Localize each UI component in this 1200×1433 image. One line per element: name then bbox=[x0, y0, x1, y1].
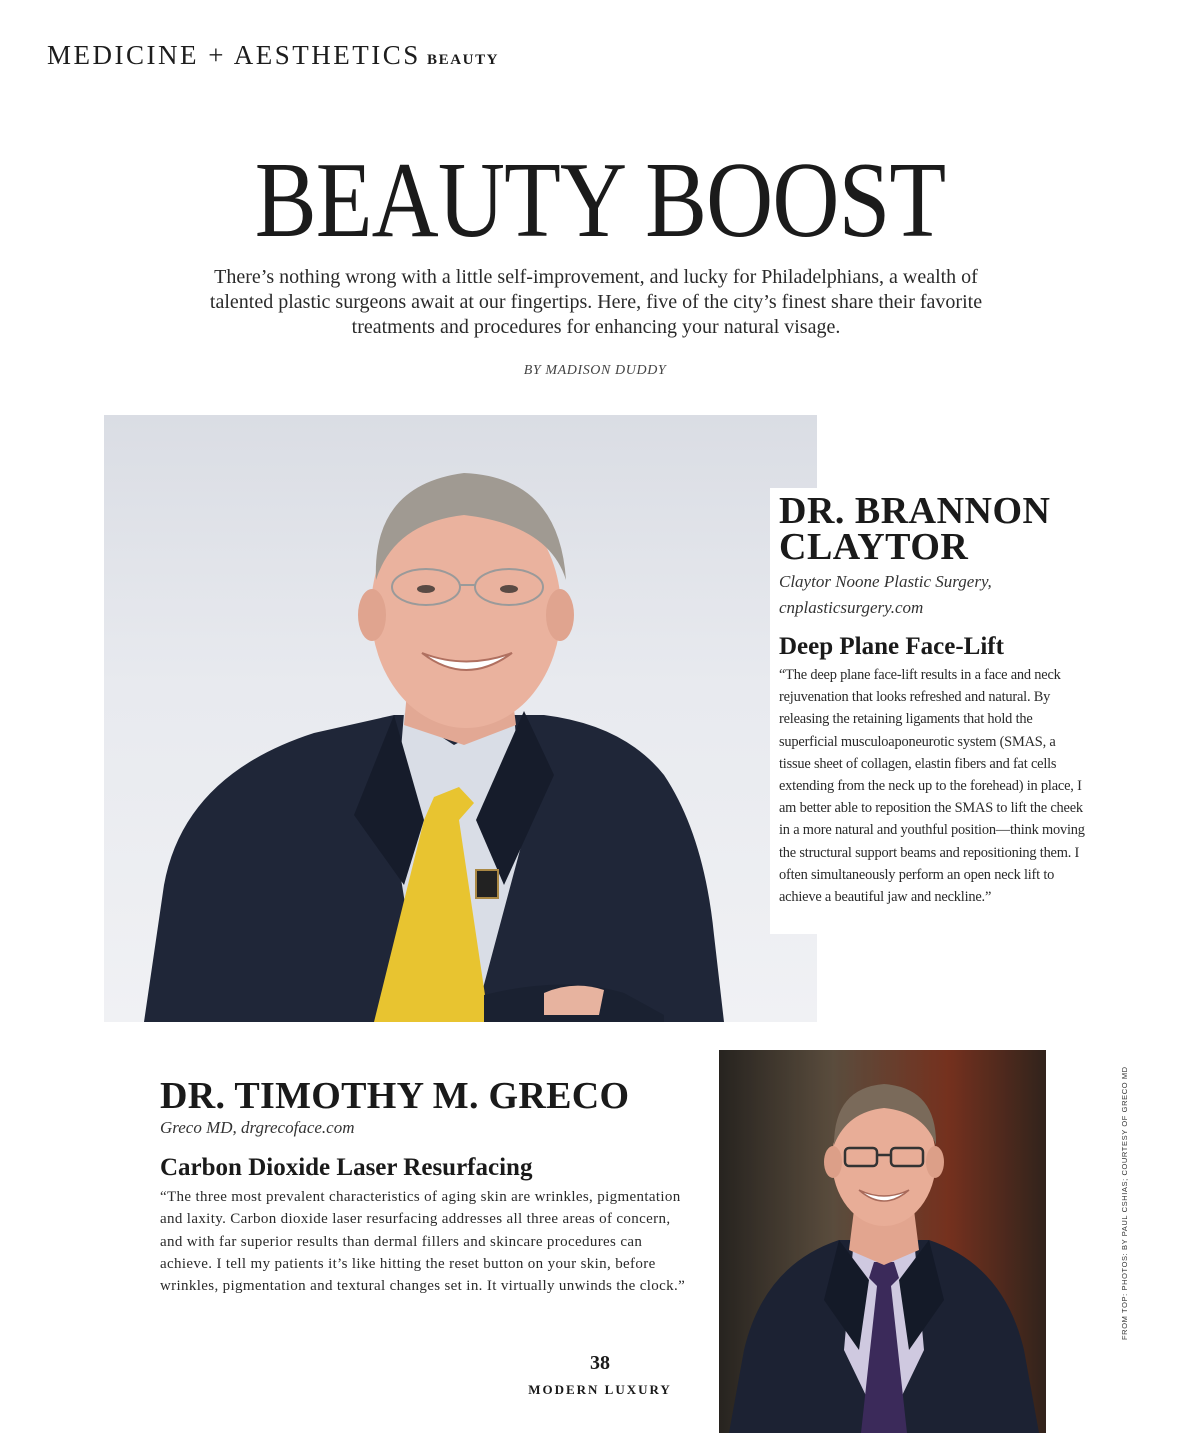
doctor-affiliation: Greco MD, drgrecoface.com bbox=[160, 1118, 355, 1137]
doctor-name: DR. TIMOTHY M. GRECO bbox=[160, 1075, 630, 1117]
procedure-heading: Deep Plane Face-Lift bbox=[779, 633, 1004, 660]
subsection-label: BEAUTY bbox=[427, 52, 500, 68]
publication-name: MODERN LUXURY bbox=[528, 1382, 672, 1397]
section-label: MEDICINE + AESTHETICS bbox=[47, 40, 421, 70]
portrait-photo-claytor bbox=[104, 415, 817, 1022]
portrait-photo-greco bbox=[719, 1050, 1046, 1433]
doctor-quote: “The deep plane face-lift results in a face and neck rejuvenation that looks refreshed and natural. By releasing the retaining ligaments that hold the superficial musculoaponeurotic system (SMAS, a tissue sheet of collagen, elastin fibers and fat cells extending from the neck up to the forehead) in place, I am better able to reposition the SMAS to lift the cheek in a more natural and youthful position—think moving the structural support beams and repositioning them. I often simultaneously perform an open neck lift to achieve a beautiful jaw and neckline.” bbox=[779, 667, 1085, 906]
doctor-affiliation: Claytor Noone Plastic Surgery, cnplasticsurgery.com bbox=[779, 572, 992, 617]
procedure-heading: Carbon Dioxide Laser Resurfacing bbox=[160, 1154, 533, 1181]
article-title: BEAUTY BOOST bbox=[254, 141, 946, 260]
doctor-name: DR. BRANNON CLAYTOR bbox=[779, 490, 1051, 568]
byline: BY MADISON DUDDY bbox=[523, 363, 667, 378]
article-dek: There’s nothing wrong with a little self-improvement, and lucky for Philadelphians, a wealth of talented plastic surgeons await at our fingertips. Here, five of the city’s finest share their favorite treatments and procedures for enhancing your natural visage. bbox=[209, 266, 983, 338]
page-number: 38 bbox=[590, 1352, 610, 1374]
photo-credit: FROM TOP: PHOTOS: BY PAUL CSHIAS; COURTESY OF GRECO MD bbox=[1120, 1066, 1129, 1340]
doctor-quote: “The three most prevalent characteristics of aging skin are wrinkles, pigmentation and laxity. Carbon dioxide laser resurfacing addresses all three areas of concern, and with far superior results than dermal fillers and skincare procedures can achieve. I tell my patients it’s like hitting the reset button on your skin, before wrinkles, pigmentation and textural changes set in. It virtually unwinds the clock.” bbox=[160, 1189, 686, 1295]
